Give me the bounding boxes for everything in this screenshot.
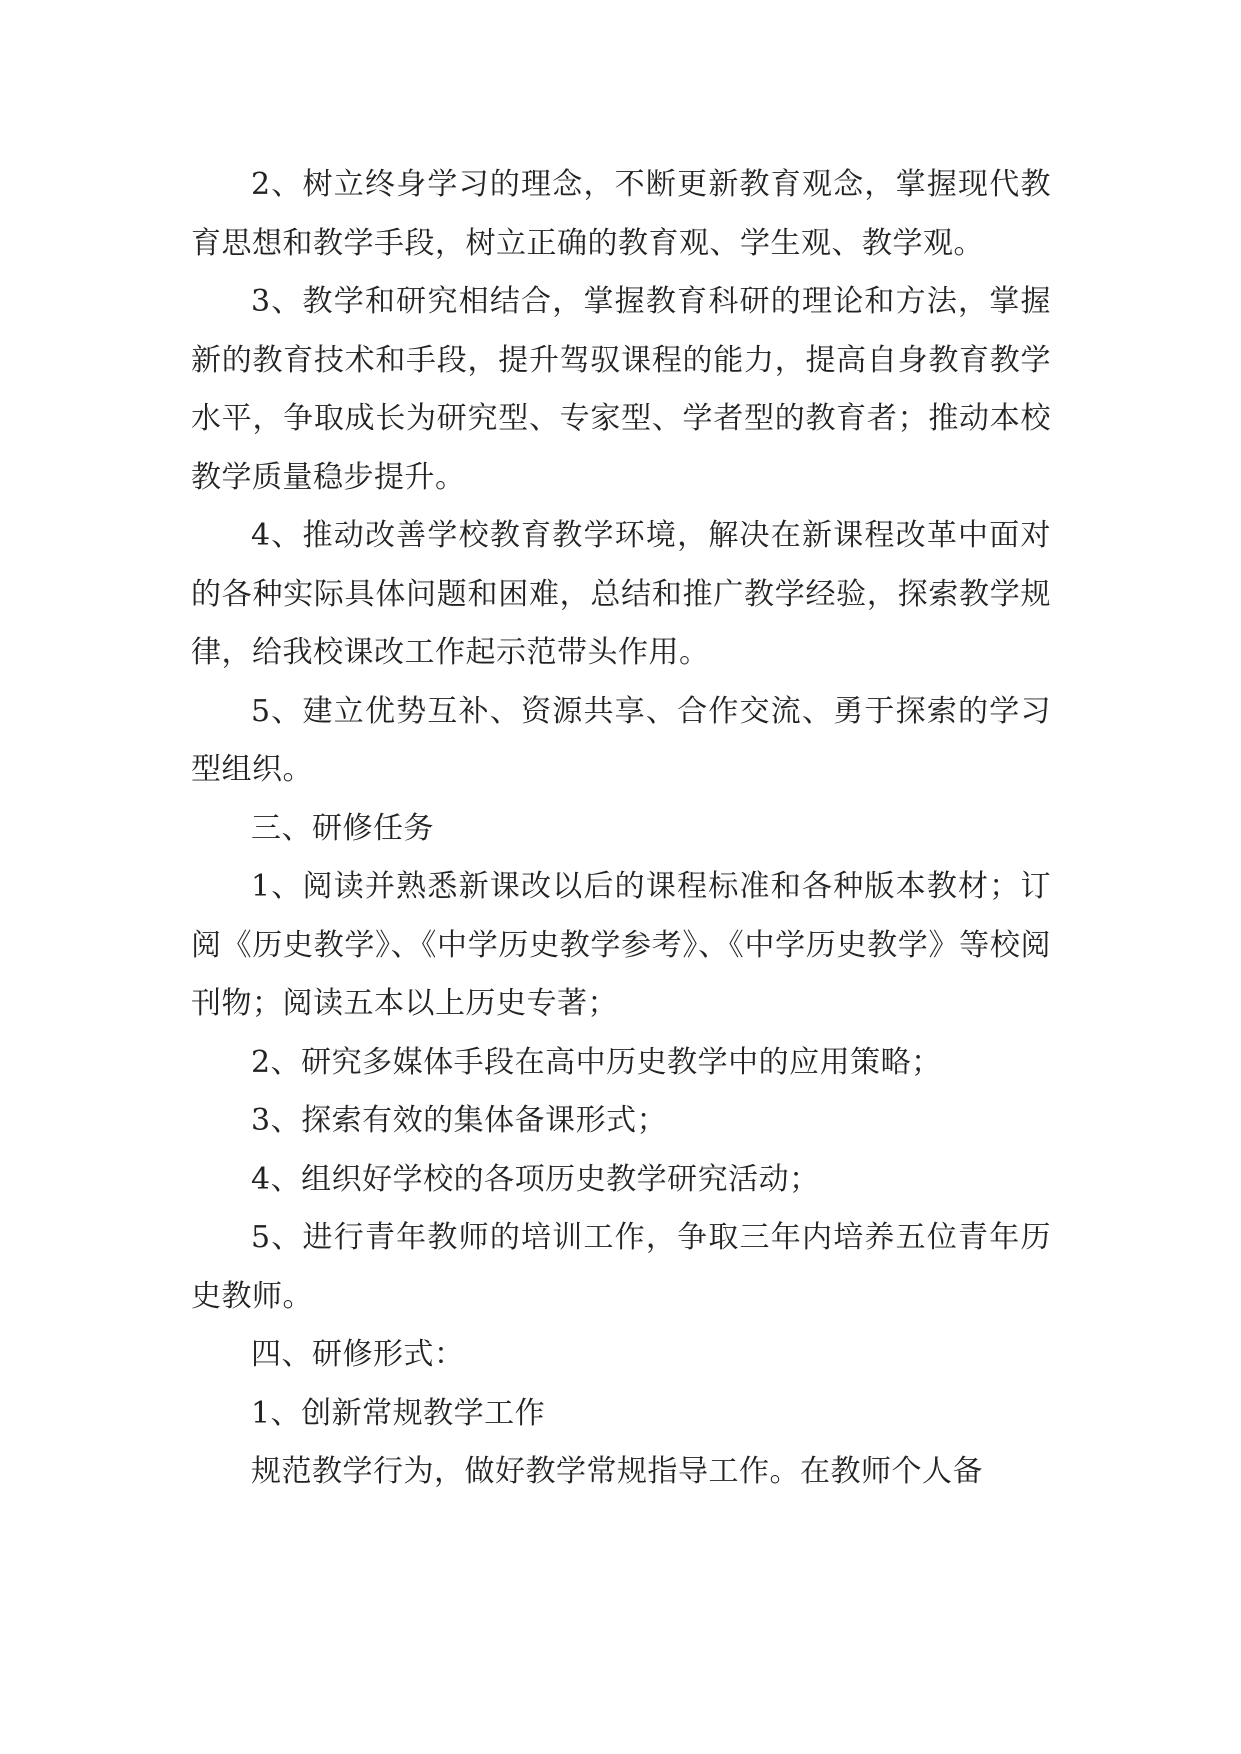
paragraph-task-3: 3、探索有效的集体备课形式； [251,1103,668,1138]
paragraph-goal-2: 2、树立终身学习的理念，不断更新教育观念，掌握现代教育思想和教学手段，树立正确的教育观、学生观、教学观。 [191,167,1051,261]
paragraph-goal-4: 4、推动改善学校教育教学环境，解决在新课程改革中面对的各种实际具体问题和困难，总结和推广教学经验，探索教学规律，给我校课改工作起示范带头作用。 [191,518,1051,670]
paragraph-task-5: 5、进行青年教师的培训工作，争取三年内培养五位青年历史教师。 [191,1220,1051,1314]
paragraph-task-4: 4、组织好学校的各项历史教学研究活动； [251,1161,820,1197]
section-heading-forms: 四、研修形式： [251,1337,465,1372]
paragraph-task-2: 2、研究多媒体手段在高中历史教学中的应用策略； [251,1044,942,1080]
paragraph-task-1: 1、阅读并熟悉新课改以后的课程标准和各种版本教材；订阅《历史教学》、《中学历史教学参考》、《中学历史教学》等校阅刊物；阅读五本以上历史专著； [191,869,1051,1021]
section-heading-tasks: 三、研修任务 [251,810,434,846]
paragraph-form-1-body: 规范教学行为，做好教学常规指导工作。在教师个人备 [251,1454,983,1489]
paragraph-goal-3: 3、教学和研究相结合，掌握教育科研的理论和方法，掌握新的教育技术和手段，提升驾驭课程的能力，提高自身教育教学水平，争取成长为研究型、专家型、学者型的教育者；推动本校教学质量稳步提升。 [191,284,1051,495]
paragraph-goal-5: 5、建立优势互补、资源共享、合作交流、勇于探索的学习型组织。 [191,693,1051,787]
subheading-form-1: 1、创新常规教学工作 [251,1395,546,1431]
document-body [191,156,1051,1502]
